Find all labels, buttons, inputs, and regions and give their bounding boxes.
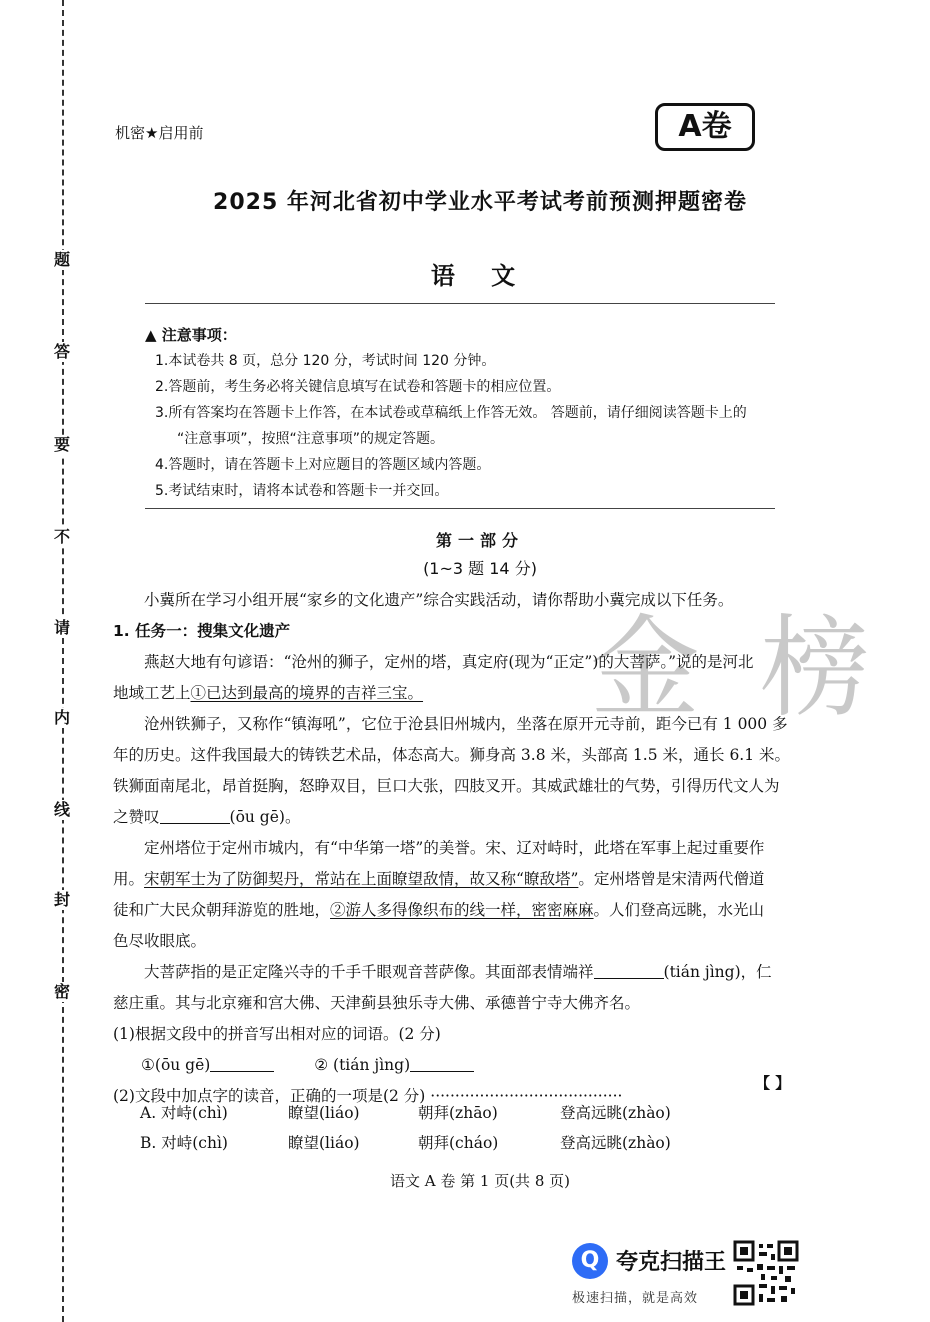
option-b-label: B. 对峙(chì) bbox=[140, 1134, 228, 1152]
notice-item: 5.考试结束时，请将本试卷和答题卡一并交回。 bbox=[155, 483, 449, 499]
watermark: 金榜 bbox=[590, 604, 930, 732]
confidential-label: 机密★启用前 bbox=[115, 124, 204, 142]
passage bbox=[113, 585, 813, 1112]
paragraph-3-line-1: 定州塔位于定州市城内，有“中华第一塔”的美誉。宋、辽对峙时，此塔在军事上起过重要作 bbox=[144, 839, 765, 857]
underlined-sentence-1: ①已达到最高的境界的吉祥三宝。 bbox=[190, 684, 424, 702]
option-a-label: A. 对峙(chì) bbox=[140, 1104, 228, 1122]
scanner-slogan: 极速扫描，就是高效 bbox=[572, 1291, 699, 1306]
paragraph-3-line-4: 色尽收眼底。 bbox=[113, 932, 207, 950]
question-1: (1)根据文段中的拼音写出相对应的词语。(2 分) bbox=[113, 1025, 441, 1043]
paragraph-3-text: 用。 bbox=[113, 870, 145, 888]
binding-char-6: 内 bbox=[53, 708, 70, 727]
binding-char-5: 请 bbox=[53, 618, 70, 637]
bottom-rule bbox=[145, 508, 775, 509]
page-footer: 语文 A 卷 第 1 页(共 8 页) bbox=[389, 1172, 570, 1190]
paragraph-2-line-2: 年的历史。这件我国最大的铸铁艺术品，体态高大。狮身高 3.8 米，头部高 1.5 米，通长 6.1 米。 bbox=[113, 746, 791, 764]
binding-char-8: 封 bbox=[53, 890, 70, 909]
notice-item: 4.答题时，请在答题卡上对应题目的答题区域内答题。 bbox=[155, 457, 491, 473]
part-title: 第一部分 bbox=[435, 531, 524, 550]
option-b-d: 登高远眺(zhào) bbox=[560, 1134, 671, 1152]
paragraph-3-text: 徒和广大民众朝拜游览的胜地， bbox=[113, 901, 331, 919]
notice-item: “注意事项”，按照“注意事项”的规定答题。 bbox=[177, 431, 445, 447]
paragraph-2-line-3: 铁狮面南尾北，昂首挺胸，怒睁双目，巨口大张，四肢叉开。其威武雄壮的气势，引得历代文人为 bbox=[113, 777, 780, 795]
fill-blank-tianjing bbox=[594, 962, 664, 979]
option-a-c: 朝拜(zhāo) bbox=[418, 1104, 498, 1122]
binding-char-4: 不 bbox=[53, 527, 70, 546]
binding-dashed-line bbox=[62, 0, 64, 1322]
paper-version-badge: A卷 bbox=[655, 103, 755, 151]
q1-item-a: ①(ōu gē) bbox=[141, 1056, 211, 1074]
notice-item: 3.所有答案均在答题卡上作答，在本试卷或草稿纸上作答无效。 答题前，请仔细阅读答题卡上的 bbox=[155, 405, 747, 421]
paragraph-2-text: 之赞叹 bbox=[113, 808, 160, 826]
notice-block bbox=[145, 322, 785, 504]
task-1-heading: 1. 任务一：搜集文化遗产 bbox=[113, 622, 291, 640]
question-2: (2)文段中加点字的读音，正确的一项是(2 分) ······································· bbox=[113, 1087, 623, 1105]
passage-intro: 小冀所在学习小组开展“家乡的文化遗产”综合实践活动，请你帮助小冀完成以下任务。 bbox=[144, 591, 734, 609]
paragraph-1-text: 地域工艺上 bbox=[113, 684, 191, 702]
notice-heading: 注意事项： bbox=[161, 326, 237, 344]
notice-item: 2.答题前，考生务必将关键信息填写在试卷和答题卡的相应位置。 bbox=[155, 379, 561, 395]
underlined-sentence-2: ②游人多得像织布的线一样，密密麻麻 bbox=[330, 901, 594, 919]
pinyin-ouge: (ōu gē)。 bbox=[229, 808, 301, 826]
paragraph-1-line-1: 燕赵大地有句谚语：“沧州的狮子，定州的塔，真定府(现为“正定”)的大菩萨。”说的是河北 bbox=[144, 653, 754, 671]
underlined-sentence-song: 宋朝军士为了防御契丹，常站在上面瞭望敌情，故又称“瞭敌塔” bbox=[144, 870, 579, 888]
qr-code-icon bbox=[733, 1240, 799, 1306]
option-b-b: 瞭望(liáo) bbox=[288, 1134, 360, 1152]
answer-bracket[interactable]: 【 】 bbox=[755, 1074, 791, 1092]
warning-icon: ▲ bbox=[145, 326, 157, 344]
q1-item-b: ② (tián jìng) bbox=[314, 1056, 411, 1074]
binding-char-3: 要 bbox=[53, 435, 70, 454]
paragraph-3-text: 。人们登高远眺，水光山 bbox=[593, 901, 765, 919]
part-score: (1~3 题 14 分) bbox=[423, 559, 537, 578]
notice-item: 1.本试卷共 8 页，总分 120 分，考试时间 120 分钟。 bbox=[155, 353, 496, 369]
paragraph-3-text: 。定州塔曾是宋清两代僧道 bbox=[578, 870, 765, 888]
scanner-name: 夸克扫描王 bbox=[616, 1250, 727, 1275]
exam-title: 2025 年河北省初中学业水平考试考前预测押题密卷 bbox=[213, 190, 747, 215]
answer-blank-b[interactable] bbox=[410, 1055, 474, 1072]
paragraph-2-line-1: 沧州铁狮子，又称作“镇海吼”，它位于沧县旧州城内，坐落在原开元寺前，距今已有 1 000 多 bbox=[144, 715, 788, 733]
binding-char-9: 密 bbox=[53, 982, 70, 1001]
fill-blank-ouge bbox=[160, 807, 230, 824]
option-a-d: 登高远眺(zhào) bbox=[560, 1104, 671, 1122]
pinyin-tianjing: (tián jìng)，仁 bbox=[663, 963, 772, 981]
option-a-b: 瞭望(liáo) bbox=[288, 1104, 360, 1122]
option-b-c: 朝拜(cháo) bbox=[418, 1134, 499, 1152]
binding-char-7: 线 bbox=[53, 800, 70, 819]
subject-title: 语 文 bbox=[430, 262, 530, 290]
top-rule bbox=[145, 303, 775, 304]
paragraph-4-text: 大菩萨指的是正定隆兴寺的千手千眼观音菩萨像。其面部表情端祥 bbox=[144, 963, 594, 981]
binding-char-2: 答 bbox=[53, 342, 70, 361]
quark-logo-icon: Q bbox=[572, 1243, 608, 1279]
paragraph-4-line-2: 慈庄重。其与北京雍和宫大佛、天津蓟县独乐寺大佛、承德普宁寺大佛齐名。 bbox=[113, 994, 641, 1012]
answer-blank-a[interactable] bbox=[210, 1055, 274, 1072]
binding-char-1: 题 bbox=[53, 250, 70, 269]
